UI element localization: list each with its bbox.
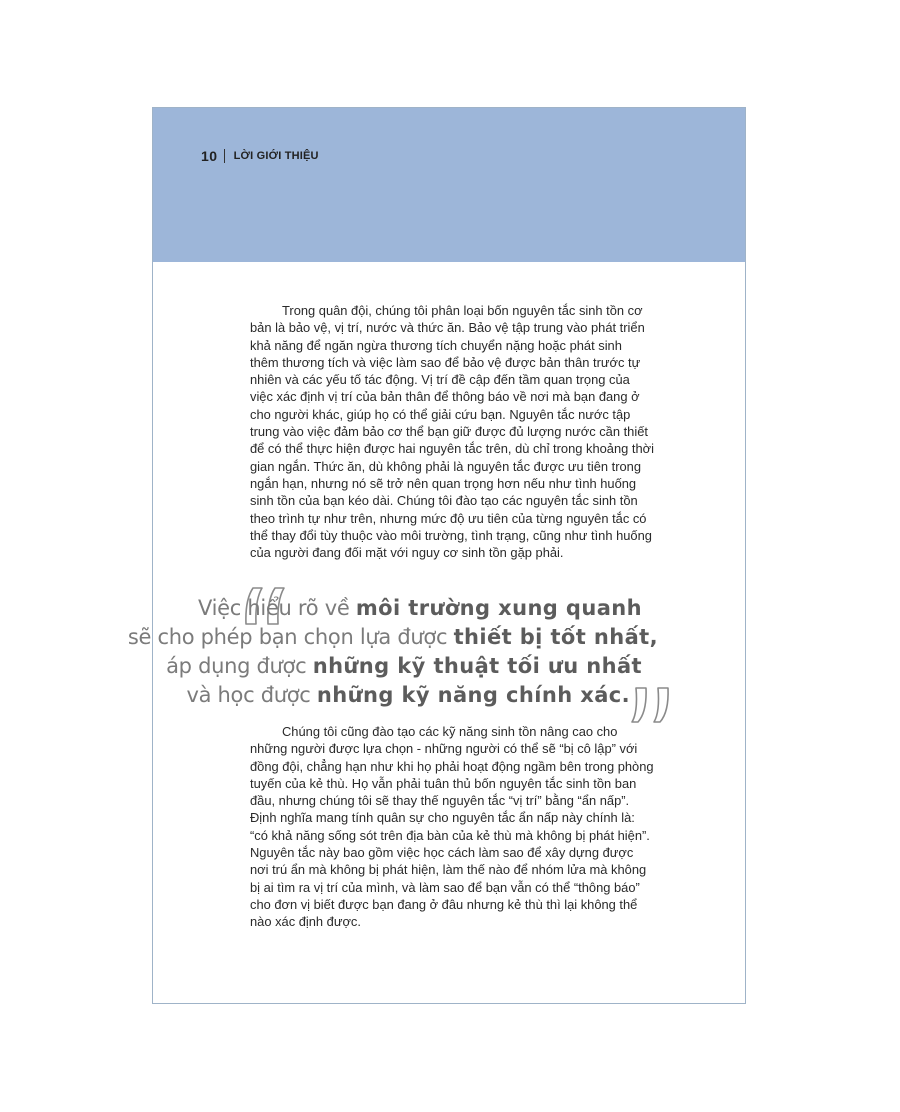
quote-line-2-plain: sẽ cho phép bạn chọn lựa được [127, 625, 454, 649]
header-divider [224, 149, 225, 163]
quote-line-1 [198, 596, 642, 620]
quote-line-2 [128, 625, 658, 649]
quote-line-2-emphasis: thiết bị tốt nhất, [453, 625, 658, 649]
running-head [201, 148, 319, 164]
pull-quote [127, 586, 678, 716]
book-page [127, 107, 746, 1004]
quote-line-3 [166, 654, 642, 678]
page-number: 10 [201, 148, 218, 164]
quote-line-1-emphasis: môi trường xung quanh [355, 596, 642, 620]
quote-line-3-plain: áp dụng được [166, 654, 313, 678]
quote-line-4-emphasis: những kỹ năng chính xác. [316, 683, 630, 707]
quote-line-4 [186, 683, 630, 707]
body-paragraph-2: Chúng tôi cũng đào tạo các kỹ năng sinh tồn nâng cao cho những người được lựa chọn - những người có thể sẽ “bị cô lập” với đồng đội, chẳng hạn như khi họ phải hoạt động ngầm bên trong phòng tuyến của kẻ thù. Họ vẫn phải tuân thủ bốn nguyên tắc sinh tồn ban đầu, nhưng chúng tôi sẽ thay thế nguyên tắc “vị trí” bằng “ẩn nấp”. Định nghĩa mang tính quân sự cho nguyên tắc ẩn nấp này chính là: “có khả năng sống sót trên địa bàn của kẻ thù mà không bị phát hiện”. Nguyên tắc này bao gồm việc học cách làm sao để xây dựng được nơi trú ẩn mà không bị phát hiện, làm thế nào để nhóm lửa mà không bị ai tìm ra vị trí của mình, và làm sao để bạn vẫn có thể “thông báo” cho đơn vị biết được bạn đang ở đâu nhưng kẻ thù thì lại không thể nào xác định được. [250, 724, 654, 930]
quote-line-4-plain: và học được [186, 683, 317, 707]
close-quote-icon [630, 686, 678, 724]
section-title: LỜI GIỚI THIỆU [233, 150, 319, 162]
quote-line-3-emphasis: những kỹ thuật tối ưu nhất [312, 654, 642, 678]
header-band [153, 108, 745, 262]
quote-line-1-plain: Việc hiểu rõ về [198, 596, 356, 620]
body-paragraph-1: Trong quân đội, chúng tôi phân loại bốn nguyên tắc sinh tồn cơ bản là bảo vệ, vị trí, nước và thức ăn. Bảo vệ tập trung vào phát triển khả năng để ngăn ngừa thương tích chuyển nặng hoặc phát sinh thêm thương tích và việc làm sao để bảo vệ được bản thân trước tự nhiên và các yếu tố tác động. Vị trí đề cập đến tầm quan trọng của việc xác định vị trí của bản thân để thông báo về nơi mà bạn đang ở cho người khác, giúp họ có thể giải cứu bạn. Nguyên tắc nước tập trung vào việc đảm bảo cơ thể bạn giữ được đủ lượng nước cần thiết để có thể thực hiện được hai nguyên tắc trên, dù chỉ trong khoảng thời gian ngắn. Thức ăn, dù không phải là nguyên tắc được ưu tiên trong ngắn hạn, nhưng nó sẽ trở nên quan trọng hơn nếu như tình huống sinh tồn của bạn kéo dài. Chúng tôi đào tạo các nguyên tắc sinh tồn theo trình tự như trên, nhưng mức độ ưu tiên của từng nguyên tắc có thể thay đổi tùy thuộc vào môi trường, tình trạng, cũng như tình huống của người đang đối mặt với nguy cơ sinh tồn gặp phải. [250, 303, 654, 561]
